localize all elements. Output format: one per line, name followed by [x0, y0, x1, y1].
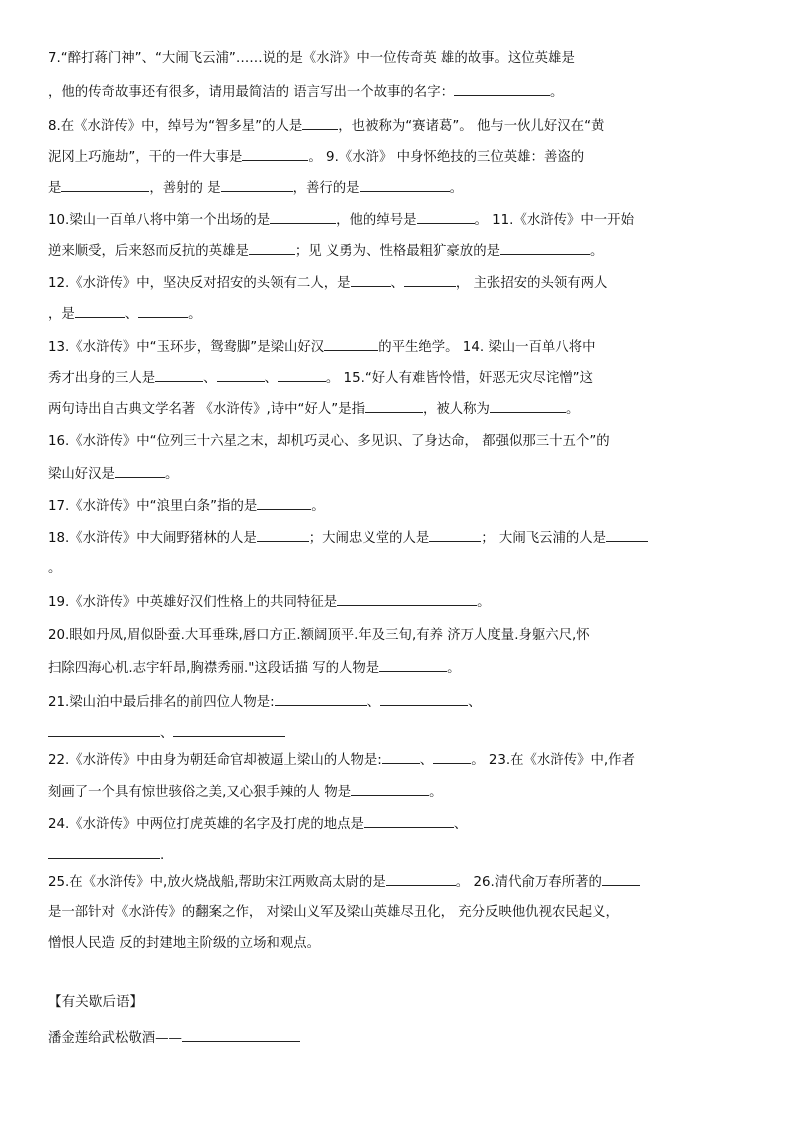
question-text: . — [160, 848, 165, 863]
q15-line — [48, 399, 754, 419]
q16-line1 — [48, 433, 754, 451]
question-text: 13.《水浒传》中“玉环步，鸳鸯脚”是梁山好汉 — [48, 340, 325, 355]
q17-line — [48, 496, 754, 516]
q21-line2 — [48, 723, 754, 743]
q7-line2 — [48, 82, 754, 102]
answer-blank[interactable] — [270, 210, 336, 224]
question-text: 。 — [477, 595, 491, 610]
question-text: 、 — [366, 695, 381, 710]
question-text: ， 主张招安的头领有两人 — [455, 276, 608, 291]
q11-line — [48, 241, 754, 261]
question-text: 。 9.《水浒》 中身怀绝技的三位英雄：善盗的 — [308, 150, 585, 165]
q12-line2 — [48, 304, 754, 324]
answer-blank[interactable] — [257, 528, 309, 542]
question-text: 。 — [589, 244, 604, 259]
question-text: 。 26.清代俞万春所著的 — [455, 875, 602, 890]
question-text: 是一部针对《水浒传》的翻案之作， 对梁山义军及梁山英雄尽丑化， 充分反映他仇视农民起义， — [48, 905, 619, 920]
q20-line1 — [48, 627, 754, 645]
question-text: 19.《水浒传》中英雄好汉们性格上的共同特征是 — [48, 595, 338, 610]
question-text: 24.《水浒传》中两位打虎英雄的名字及打虎的地点是 — [48, 817, 364, 832]
question-text: 。 — [48, 561, 62, 576]
proverb-line — [48, 1028, 300, 1048]
answer-blank[interactable] — [386, 872, 456, 886]
answer-blank[interactable] — [380, 692, 468, 706]
question-text: 。 — [188, 307, 202, 322]
answer-blank[interactable] — [454, 82, 550, 96]
proverb-text: 潘金莲给武松敬酒—— — [48, 1031, 182, 1046]
question-text: 。 — [447, 661, 461, 676]
question-text: 刻画了一个具有惊世骇俗之美,又心狠手辣的人 物是 — [48, 785, 352, 800]
q8-line1 — [48, 116, 754, 136]
answer-blank[interactable] — [173, 723, 285, 737]
q25-line1 — [48, 872, 754, 892]
q19-line — [48, 592, 754, 612]
answer-blank[interactable] — [182, 1028, 300, 1042]
answer-blank[interactable] — [48, 845, 160, 859]
answer-blank[interactable] — [364, 814, 454, 828]
answer-blank[interactable] — [61, 178, 149, 192]
question-text: 18.《水浒传》中大闹野猪林的人是 — [48, 531, 257, 546]
question-text: 梁山好汉是 — [48, 467, 115, 482]
question-text: 20.眼如丹凤,眉似卧蚕.大耳垂珠,唇口方正.额阔顶平.年及三旬,有养 济万人度量.身躯六尺,怀 — [48, 628, 590, 643]
question-text: 、 — [390, 276, 404, 291]
answer-blank[interactable] — [351, 273, 391, 287]
question-text: 逆来顺受，后来怒而反抗的英雄是 — [48, 244, 249, 259]
question-text: ，善射的 是 — [149, 181, 221, 196]
question-text: 10.梁山一百单八将中第一个出场的是 — [48, 213, 271, 228]
question-text: 、 — [419, 753, 434, 768]
answer-blank[interactable] — [278, 368, 326, 382]
q13-line — [48, 337, 754, 357]
answer-blank[interactable] — [351, 782, 429, 796]
answer-blank[interactable] — [337, 592, 477, 606]
answer-blank[interactable] — [433, 750, 471, 764]
question-text: 、 — [453, 817, 468, 832]
q12-line1 — [48, 273, 754, 293]
q20-line2 — [48, 658, 754, 678]
answer-blank[interactable] — [249, 241, 295, 255]
question-text: ；大闹忠义堂的人是 — [308, 531, 430, 546]
answer-blank[interactable] — [490, 399, 566, 413]
question-text: 、 — [468, 695, 482, 710]
answer-blank[interactable] — [379, 658, 447, 672]
answer-blank[interactable] — [382, 750, 420, 764]
question-text: 的平生绝学。 14. 梁山一百单八将中 — [378, 340, 596, 355]
answer-blank[interactable] — [360, 178, 450, 192]
answer-blank[interactable] — [324, 337, 378, 351]
question-text: 8.在《水浒传》中，绰号为“智多星”的人是 — [48, 119, 303, 134]
answer-blank[interactable] — [155, 368, 203, 382]
q18-line2 — [48, 560, 754, 578]
answer-blank[interactable] — [75, 304, 125, 318]
q21-line1 — [48, 692, 754, 712]
question-text: ，被人称为 — [422, 402, 490, 417]
question-text: 憎恨人民造 反的封建地主阶级的立场和观点。 — [48, 936, 321, 951]
q8-line2 — [48, 147, 754, 167]
question-text: 。 11.《水浒传》中一开始 — [474, 213, 634, 228]
q14-line — [48, 368, 754, 388]
question-text: 、 — [160, 726, 174, 741]
question-text: 17.《水浒传》中“浪里白条”指的是 — [48, 499, 258, 514]
answer-blank[interactable] — [138, 304, 188, 318]
answer-blank[interactable] — [602, 872, 640, 886]
question-text: 、 — [203, 371, 217, 386]
q26-line3 — [48, 935, 754, 953]
q10-line1 — [48, 210, 754, 230]
question-text: 25.在《水浒传》中,放火烧战船,帮助宋江两败高太尉的是 — [48, 875, 386, 890]
q22-line1 — [48, 750, 754, 770]
q26-line2 — [48, 904, 754, 922]
question-text: ，也被称为“赛诸葛”。 他与一伙儿好汉在“黄 — [338, 119, 605, 134]
answer-blank[interactable] — [242, 147, 308, 161]
answer-blank[interactable] — [500, 241, 590, 255]
answer-blank[interactable] — [606, 528, 648, 542]
question-text: 、 — [264, 371, 278, 386]
question-text: 扫除四海心机.志宇轩昂,胸襟秀丽."这段话描 写的人物是 — [48, 661, 380, 676]
question-text: 秀才出身的三人是 — [48, 371, 156, 386]
answer-blank[interactable] — [417, 210, 475, 224]
question-text: 。 — [549, 85, 564, 100]
question-text: 。 — [565, 402, 580, 417]
question-text: 7.“醉打蒋门神”、“大闹飞云浦”……说的是《水浒》中一位传奇英 雄的故事。这位英雄是 — [48, 51, 575, 66]
question-text: 22.《水浒传》中由身为朝廷命官却被逼上梁山的人物是: — [48, 753, 382, 768]
question-text: ，他的传奇故事还有很多，请用最简洁的 语言写出一个故事的名字： — [48, 85, 454, 100]
answer-blank[interactable] — [302, 116, 338, 130]
answer-blank[interactable] — [275, 692, 367, 706]
question-text: 、 — [124, 307, 139, 322]
question-text: 21.梁山泊中最后排名的前四位人物是: — [48, 695, 275, 710]
q16-line2 — [48, 464, 754, 484]
question-text: 。 — [164, 467, 179, 482]
question-text: ；见 义勇为、性格最粗犷豪放的是 — [294, 244, 500, 259]
question-text: ，他的绰号是 — [336, 213, 417, 228]
section-heading-xiehouyu: 【有关歇后语】 — [48, 994, 144, 1010]
question-text: ； 大闹飞云浦的人是 — [481, 531, 607, 546]
question-text: 是 — [48, 181, 62, 196]
question-text: 。 — [429, 785, 443, 800]
q24-line1 — [48, 814, 754, 834]
question-text: 12.《水浒传》中，坚决反对招安的头领有二人，是 — [48, 276, 351, 291]
answer-blank[interactable] — [48, 723, 160, 737]
answer-blank[interactable] — [404, 273, 456, 287]
answer-blank[interactable] — [365, 399, 423, 413]
answer-blank[interactable] — [217, 368, 265, 382]
question-text: 。 15.“好人有难皆怜惜，奸恶无灾尽诧憎”这 — [325, 371, 593, 386]
question-text: 16.《水浒传》中“位列三十六星之末，却机巧灵心、多见识、了身达命， 都强似那三十五个”的 — [48, 434, 610, 449]
answer-blank[interactable] — [221, 178, 293, 192]
answer-blank[interactable] — [115, 464, 165, 478]
q24-line2 — [48, 845, 754, 865]
question-text: ，善行的是 — [292, 181, 360, 196]
question-text: 两句诗出自古典文学名著 《水浒传》,诗中“好人”是指 — [48, 402, 365, 417]
q7-line1 — [48, 50, 754, 68]
q9-line — [48, 178, 754, 198]
question-text: 。 — [311, 499, 325, 514]
answer-blank[interactable] — [429, 528, 481, 542]
question-text: 泥冈上巧施劫”，干的一件大事是 — [48, 150, 243, 165]
question-text: ，是 — [48, 307, 75, 322]
q23-line — [48, 782, 754, 802]
question-text: 。 — [449, 181, 463, 196]
q18-line1 — [48, 528, 754, 548]
question-text: 。 23.在《水浒传》中,作者 — [471, 753, 635, 768]
answer-blank[interactable] — [257, 496, 311, 510]
